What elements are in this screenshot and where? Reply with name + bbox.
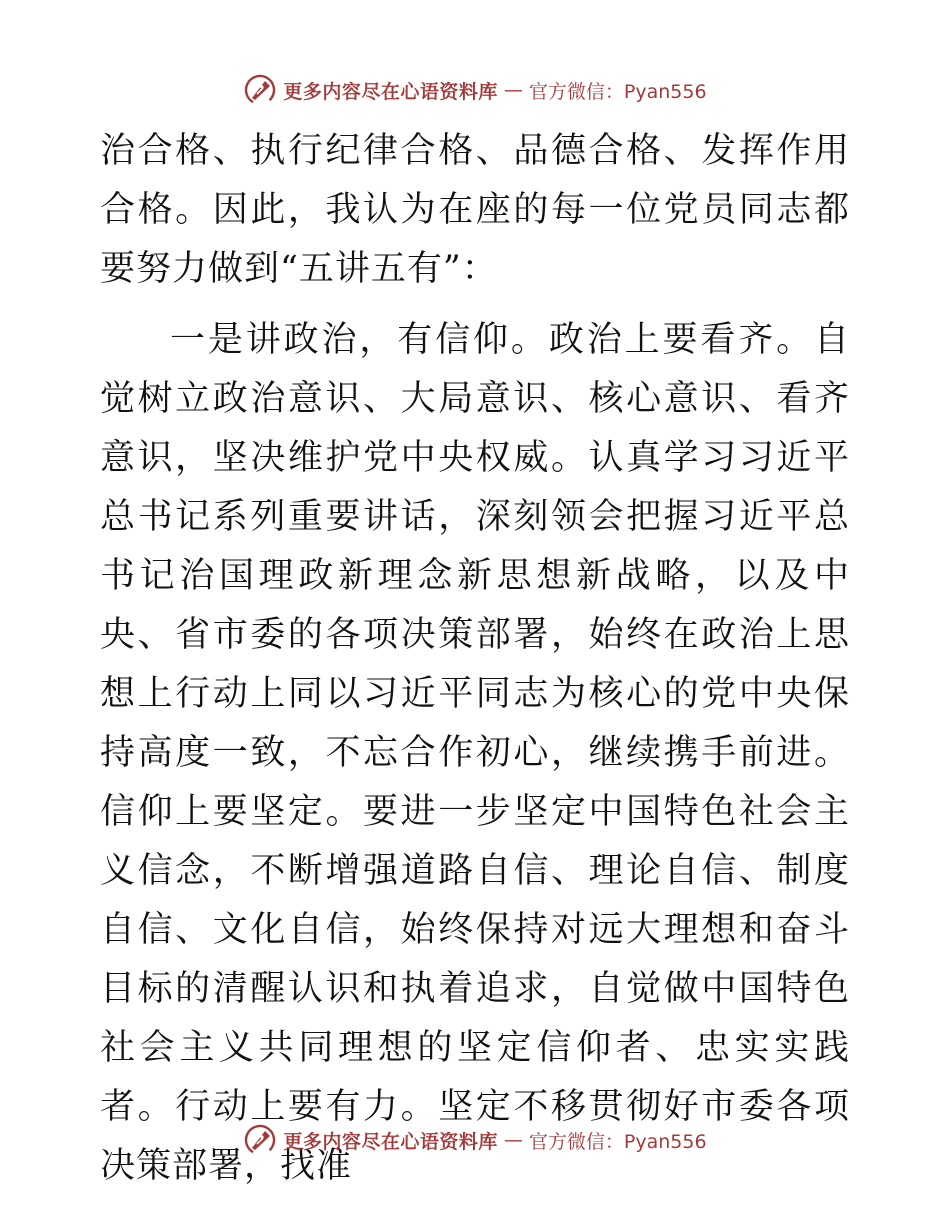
- pen-nib-logo-icon: [243, 1123, 277, 1157]
- document-body: [100, 122, 850, 1196]
- header-banner: [0, 70, 950, 110]
- pen-nib-logo-icon: [243, 73, 277, 107]
- header-banner-text: 更多内容尽在心语资料库: [283, 80, 498, 103]
- footer-banner-text: 更多内容尽在心语资料库: [283, 1130, 498, 1153]
- footer-banner-contact: 官方微信：Pyan556: [528, 1130, 707, 1153]
- paragraph: 一是讲政治，有信仰。政治上要看齐。自觉树立政治意识、大局意识、核心意识、看齐意识，坚决维护党中央权威。认真学习习近平总书记系列重要讲话，深刻领会把握习近平总书记治国理政新理念新思想新战略，以及中央、省市委的各项决策部署，始终在政治上思想上行动上同以习近平同志为核心的党中央保持高度一致，不忘合作初心，继续携手前进。信仰上要坚定。要进一步坚定中国特色社会主义信念，不断增强道路自信、理论自信、制度自信、文化自信，始终保持对远大理想和奋斗目标的清醒认识和执着追求，自觉做中国特色社会主义共同理想的坚定信仰者、忠实实践者。行动上要有力。坚定不移贯彻好市委各项决策部署，找准: [100, 320, 850, 1186]
- footer-banner: [0, 1120, 950, 1160]
- header-banner-separator: —: [503, 79, 523, 101]
- footer-banner-separator: —: [503, 1129, 523, 1151]
- paragraph: 治合格、执行纪律合格、品德合格、发挥作用合格。因此，我认为在座的每一位党员同志都要努力做到“五讲五有”：: [100, 131, 850, 289]
- header-banner-contact: 官方微信：Pyan556: [528, 80, 707, 103]
